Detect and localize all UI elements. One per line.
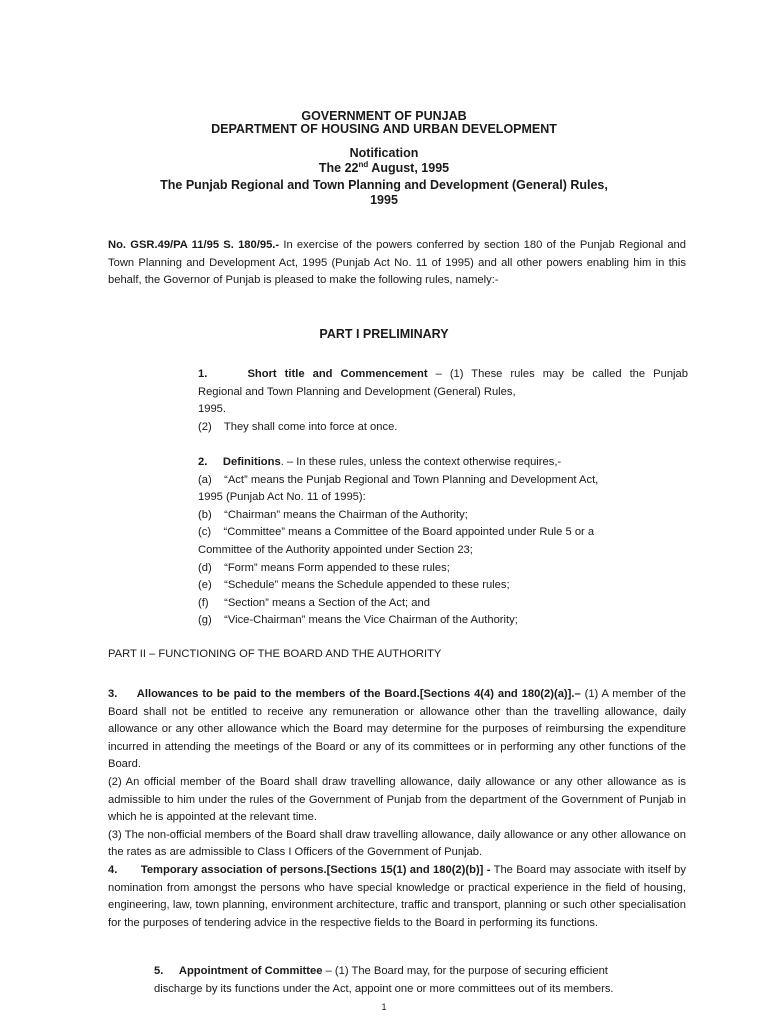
date-month-year: August, 1995 — [368, 161, 450, 175]
rule1-section — [198, 366, 688, 436]
government-heading: GOVERNMENT OF PUNJAB — [301, 109, 467, 123]
preamble-paragraph — [108, 237, 686, 290]
definition-d: (d) “Form” means Form appended to these rules; — [198, 561, 450, 574]
rule3-paragraph1: 3. Allowances to be paid to the members of the Board.[Sections 4(4) and 180(2)(a)].– (1) A member of the Board shall not be entitled to receive any remuneration or allowance other than the travelling allowance, daily allowance or any other allowance which the Board may determine for the purposes of reimbursing the expenditure incurred in attending the meetings of the Board or any of its committees or in performing any other functions of the Board. — [108, 688, 686, 771]
rule4-section — [108, 862, 686, 932]
definition-a-line1: (a) “Act” means the Punjab Regional and Town Planning and Development Act, — [198, 473, 599, 486]
rule5-heading: 5. Appointment of Committee — [154, 965, 323, 977]
definition-e: (e) “Schedule” means the Schedule appended to these rules; — [198, 579, 510, 592]
rule1-line3: 1995. — [198, 403, 226, 416]
part1-heading: PART I PRELIMINARY — [319, 327, 449, 341]
rule3-paragraph3: (3) The non-official members of the Board shall draw travelling allowance, daily allowance or any other allowance on the rates as are admissible to Class I Officers of the Government of Punjab. — [108, 828, 686, 859]
rule3-heading: 3. Allowances to be paid to the members of the Board.[Sections 4(4) and 180(2)(a)].– — [108, 688, 581, 700]
rule2-section — [198, 454, 688, 630]
rule4-heading: 4. Temporary association of persons.[Sections 15(1) and 180(2)(b)] - — [108, 864, 491, 876]
date-ordinal: nd — [358, 159, 369, 169]
definition-b: (b) “Chairman” means the Chairman of the Authority; — [198, 508, 468, 521]
definition-f: (f) “Section” means a Section of the Act; and — [198, 596, 430, 609]
page-number: 1 — [381, 1002, 387, 1012]
part2-heading: PART II – FUNCTIONING OF THE BOARD AND THE AUTHORITY — [108, 648, 442, 660]
rules-title-line2: 1995 — [370, 193, 398, 207]
notification-number: No. GSR.49/PA 11/95 S. 180/95.- — [108, 239, 280, 251]
notification-date — [0, 161, 768, 176]
definition-a-line2: 1995 (Punjab Act No. 11 of 1995): — [198, 491, 366, 504]
notification-heading: Notification — [349, 146, 419, 160]
rules-title-line1: The Punjab Regional and Town Planning and Development (General) Rules, — [160, 178, 608, 192]
preamble-text: In exercise of the powers conferred by section 180 of the Punjab Regional and Town Planning and Development Act, 1995 (Punjab Act No. 11 of 1995) and all other powers enabling him in this behalf, the Governor of Punjab is pleased to make the following rules, namely:- — [108, 239, 687, 287]
rule3-section — [108, 686, 686, 862]
rule5-section — [153, 963, 687, 998]
definition-g: (g) “Vice-Chairman” means the Vice Chairman of the Authority; — [198, 614, 518, 627]
definition-c-line1: (c) “Committee” means a Committee of the Board appointed under Rule 5 or a — [198, 526, 595, 539]
rule5-line2: discharge by its functions under the Act, appoint one or more committees out of its members. — [154, 982, 614, 995]
rule5-line1: 5. Appointment of Committee – (1) The Board may, for the purpose of securing efficient — [154, 965, 608, 977]
department-heading: DEPARTMENT OF HOUSING AND URBAN DEVELOPMENT — [211, 122, 557, 136]
rule1-heading: 1. Short title and Commencement — [198, 368, 428, 380]
date-day: The 22 — [318, 161, 359, 175]
rule3-paragraph2: (2) An official member of the Board shall draw travelling allowance, daily allowance or any other allowance as is admissible to him under the rules of the Government of Punjab from the department of the Government of Punjab in which he is appointed at the relevant time. — [108, 775, 686, 824]
rule1-clause2: (2) They shall come into force at once. — [198, 420, 398, 433]
rule1-line2: Regional and Town Planning and Development (General) Rules, — [198, 385, 516, 398]
rule4-text: The Board may associate with itself by nomination from amongst the persons who have special knowledge or practical experience in the field of housing, engineering, law, town planning, environment architecture, traffic and transport, planning or such other specialisation for the purposes of tendering advice in the respective fields to the Board in performing its functions. — [108, 864, 686, 929]
rule2-line1: 2. Definitions. – In these rules, unless the context otherwise requires,- — [198, 456, 562, 468]
rule2-heading: 2. Definitions — [198, 456, 281, 468]
rule1-line1: 1. Short title and Commencement – (1) These rules may be called the Punjab — [198, 368, 688, 380]
definition-c-line2: Committee of the Authority appointed under Section 23; — [198, 543, 473, 556]
